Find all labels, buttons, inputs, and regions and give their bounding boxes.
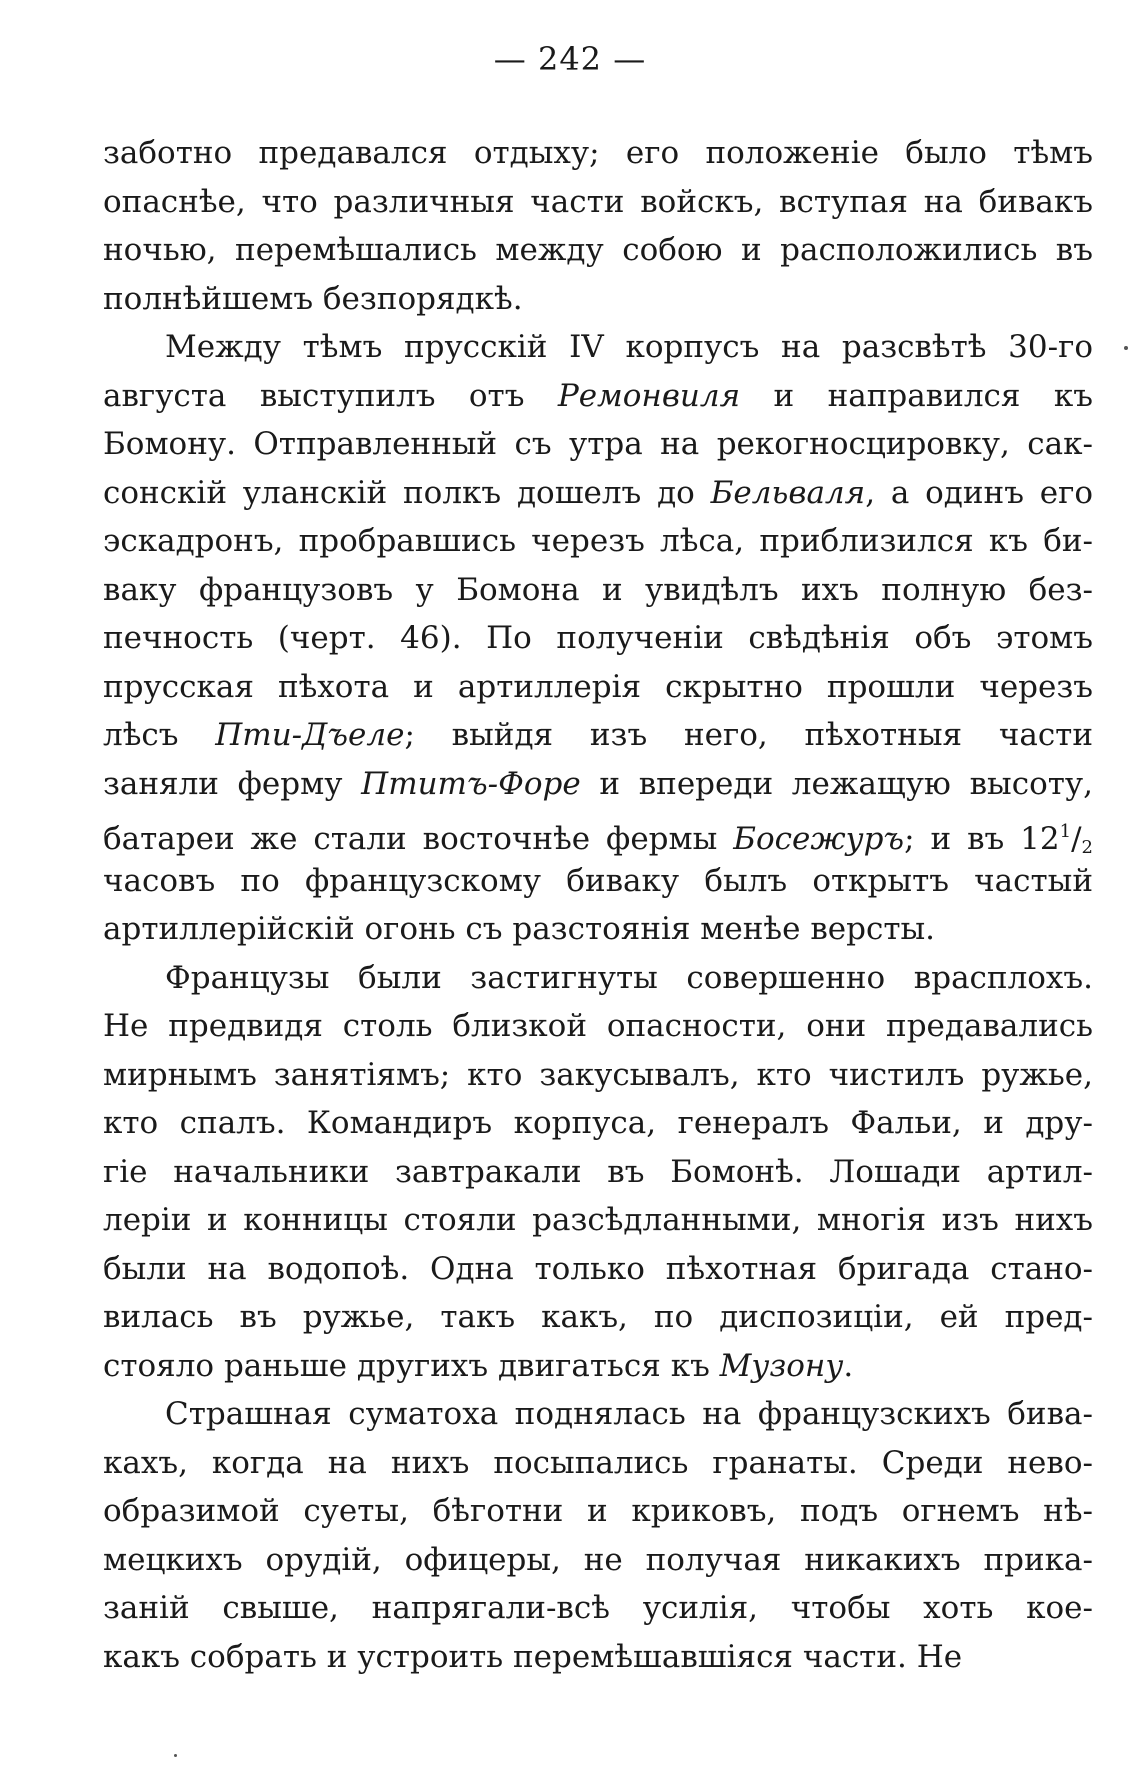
text-line: часовъ по французскому биваку былъ открытъ частый (103, 862, 1093, 899)
page-text (103, 129, 1093, 1681)
paragraph (103, 954, 1093, 1391)
text-line: эскадронъ, пробравшись черезъ лѣса, приблизился къ би- (103, 523, 1093, 559)
fraction-denominator: 2 (1081, 837, 1093, 857)
text-line (103, 1342, 1093, 1391)
text-line: мецкихъ орудій, офицеры, не получая никакихъ прика- (103, 1541, 1093, 1578)
text-line (103, 372, 1093, 421)
text-segment: . (843, 1347, 854, 1384)
text-line: опаснѣе, что различныя части войскъ, вступая на бивакъ (103, 183, 1093, 220)
text-segment: и направился къ (740, 377, 1093, 414)
text-segment: заняли ферму (103, 765, 362, 802)
place-name: Ремонвиля (557, 377, 741, 414)
text-line: полнѣйшемъ безпорядкѣ. (103, 280, 523, 317)
text-line: образимой суеты, бѣготни и криковъ, подъ огнемъ нѣ- (103, 1493, 1093, 1529)
place-name: Пти-Дъеле (215, 717, 405, 753)
text-line: были на водопоѣ. Одна только пѣхотная бригада стано- (103, 1250, 1093, 1287)
text-line: заботно предавался отдыху; его положеніе было тѣмъ (103, 135, 1093, 171)
text-line: Между тѣмъ прусскій IV корпусъ на разсвѣтѣ 30-го (165, 329, 1093, 365)
text-segment: ; выйдя изъ него, пѣхотныя части (404, 717, 1093, 753)
text-line (103, 808, 1093, 857)
text-segment: ; и въ 12 (904, 821, 1060, 857)
text-line: Французы были застигнуты совершенно врасплохъ. (165, 959, 1093, 996)
place-name: Птитъ-Форе (361, 765, 581, 802)
text-line (103, 469, 1093, 518)
paragraph (103, 129, 1093, 323)
text-line (103, 760, 1093, 809)
place-name: Босежуръ (733, 821, 905, 857)
text-line: ночью, перемѣшались между собою и расположились въ (103, 232, 1093, 268)
text-line: печность (черт. 46). По полученіи свѣдѣнія объ этомъ (103, 620, 1093, 656)
place-name: Музону (719, 1347, 844, 1384)
text-line: вилась въ ружье, такъ какъ, по диспозиціи, ей пред- (103, 1299, 1093, 1335)
text-line: Бомону. Отправленный съ утра на рекогносцировку, сак- (103, 426, 1093, 462)
paragraph (103, 1390, 1093, 1681)
text-line: артиллерійскій огонь съ разстоянія менѣе версты. (103, 911, 936, 947)
scan-speck (174, 1754, 177, 1757)
text-line: ваку французовъ у Бомона и увидѣлъ ихъ полную без- (103, 571, 1093, 608)
text-line (103, 711, 1093, 760)
text-segment: батареи же стали восточнѣе фермы (103, 821, 734, 857)
text-line: Страшная суматоха поднялась на французскихъ бива- (165, 1396, 1093, 1432)
text-segment: и впереди лежащую высоту, (580, 765, 1093, 802)
text-line: прусская пѣхота и артиллерія скрытно прошли черезъ (103, 668, 1093, 705)
page-number: — 242 — (493, 40, 647, 78)
text-line: Не предвидя столь близкой опасности, они предавались (103, 1008, 1093, 1044)
text-line: леріи и конницы стояли разсѣдланными, многія изъ нихъ (103, 1202, 1093, 1238)
text-line: гіе начальники завтракали въ Бомонѣ. Лошади артил- (103, 1153, 1093, 1190)
paragraph (103, 323, 1093, 954)
text-segment: сонскій уланскій полкъ дошелъ до (103, 474, 711, 511)
text-segment: августа выступилъ отъ (103, 377, 558, 414)
fraction-numerator: 1 (1059, 821, 1072, 842)
scan-speck (1124, 346, 1128, 350)
text-segment: лѣсъ (103, 717, 216, 753)
text-segment: / (1071, 821, 1082, 857)
place-name: Бельваля (710, 474, 866, 511)
text-line: заній свыше, напрягали-всѣ усилія, чтобы хоть кое- (103, 1590, 1093, 1626)
text-segment: стояло раньше другихъ двигаться къ (103, 1347, 720, 1384)
text-segment: , а одинъ его (865, 474, 1093, 511)
text-line: мирнымъ занятіямъ; кто закусывалъ, кто чистилъ ружье, (103, 1056, 1093, 1093)
text-line: какъ собрать и устроить перемѣшавшіяся части. Не (103, 1638, 963, 1675)
text-line: кто спалъ. Командиръ корпуса, генералъ Фальи, и дру- (103, 1105, 1093, 1141)
text-line: кахъ, когда на нихъ посыпались гранаты. Среди нево- (103, 1444, 1093, 1481)
